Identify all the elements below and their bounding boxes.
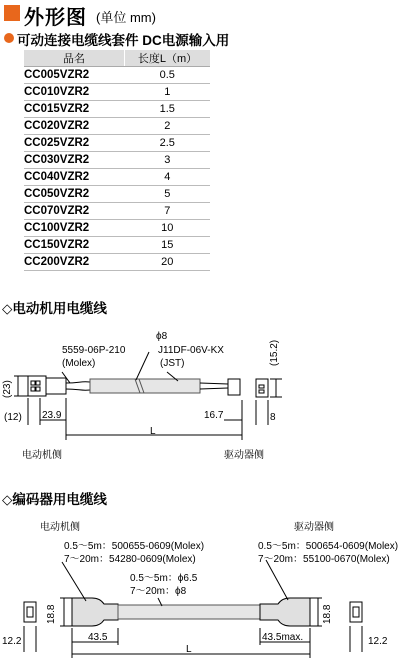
motor-cable-jacket [90,379,200,393]
enc-dim-L: L [186,644,192,655]
product-code: CC015VZR2 [24,101,125,118]
motor-dim-23-9: 23.9 [42,410,62,421]
unit-note: (单位 mm) [96,10,156,25]
product-code: CC025VZR2 [24,135,125,152]
product-code: CC150VZR2 [24,237,125,254]
enc-conn-left-body [72,598,118,626]
motor-dim-8: 8 [270,412,276,423]
col-header-length: 长度L（m） [125,50,211,67]
product-code: CC050VZR2 [24,186,125,203]
section-title-motor: ◇电动机用电缆线 [2,301,107,316]
enc-dim-12-2-left: 12.2 [2,636,22,647]
enc-cable-jacket [118,605,260,619]
enc-cable-dia-line2: 7～20m：ϕ8 [130,586,187,597]
enc-conn-right-front [350,602,362,622]
enc-left-conn-line2: 7～20m：54280-0609(Molex) [64,554,196,565]
product-code: CC040VZR2 [24,169,125,186]
enc-label-driver-side: 驱动器侧 [294,522,334,533]
motor-cable-diameter: ϕ8 [156,331,168,342]
motor-conn-left-shape [28,376,46,396]
length-value: 2.5 [125,135,211,152]
length-value: 4 [125,169,211,186]
motor-cable-wire [200,388,228,389]
enc-dim-43-5-max: 43.5max. [262,632,304,643]
length-value: 0.5 [125,67,211,84]
length-value: 20 [125,254,211,271]
length-value: 1.5 [125,101,211,118]
enc-conn-left-front [24,602,36,622]
enc-cable-dia-line1: 0.5～5m：ϕ6.5 [130,573,198,584]
length-value: 2 [125,118,211,135]
length-value: 7 [125,203,211,220]
length-value: 10 [125,220,211,237]
motor-dim-23: (23) [2,380,13,398]
enc-right-conn-line2: 7～20m：55100-0670(Molex) [258,554,390,565]
enc-dim-18-8-left: 18.8 [46,604,57,624]
product-code: CC005VZR2 [24,67,125,84]
motor-conn-right-maker: (JST) [160,358,185,369]
motor-dim-15-2: (15.2) [269,339,280,366]
enc-dim-43-5: 43.5 [88,632,108,643]
motor-label-motor-side: 电动机侧 [22,450,62,461]
motor-dim-12: (12) [4,412,22,423]
enc-dim-18-8-right: 18.8 [322,604,333,624]
motor-conn-left-maker: (Molex) [62,358,96,369]
enc-right-conn-line1: 0.5～5m：500654-0609(Molex) [258,541,399,552]
product-code: CC200VZR2 [24,254,125,271]
product-code: CC030VZR2 [24,152,125,169]
motor-dim-16-7: 16.7 [204,410,224,421]
page-title: 外形图 [24,7,87,29]
col-header-name: 品名 [24,50,125,67]
length-value: 3 [125,152,211,169]
length-value: 1 [125,84,211,101]
motor-dim-L: L [150,426,156,437]
enc-conn-right-body [260,598,310,626]
motor-cable-wire [200,383,228,384]
motor-conn-right-shape [228,379,240,395]
product-code: CC070VZR2 [24,203,125,220]
length-value: 15 [125,237,211,254]
motor-conn-right-model: J11DF-06V-KX [158,345,224,356]
product-code: CC010VZR2 [24,84,125,101]
enc-left-conn-line1: 0.5～5m：500655-0609(Molex) [64,541,205,552]
subtitle: 可动连接电缆线套件 DC电源输入用 [17,33,230,48]
motor-conn-left-model: 5559-06P-210 [62,345,126,356]
length-value: 5 [125,186,211,203]
motor-conn-body [46,378,66,394]
product-code: CC100VZR2 [24,220,125,237]
motor-label-driver-side: 驱动器侧 [224,450,264,461]
section-title-encoder: ◇编码器用电缆线 [2,492,107,507]
enc-label-motor-side: 电动机侧 [40,522,80,533]
enc-dim-12-2-right: 12.2 [368,636,388,647]
product-code: CC020VZR2 [24,118,125,135]
